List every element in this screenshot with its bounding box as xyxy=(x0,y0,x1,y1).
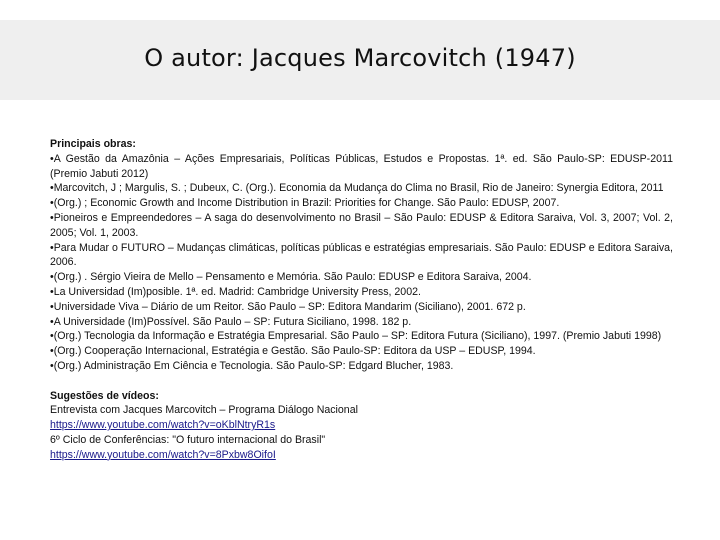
videos-heading: Sugestões de vídeos: xyxy=(50,389,159,402)
slide-body xyxy=(50,137,673,463)
video-link[interactable]: https://www.youtube.com/watch?v=8Pxbw8OifoI xyxy=(50,448,276,461)
work-item: •Pioneiros e Empreendedores – A saga do desenvolvimento no Brasil – São Paulo: EDUSP & Editora Saraiva, Vol. 3, 2007; Vol. 2, 2005; Vol. 1, 2003. xyxy=(50,211,673,239)
work-item: •A Universidade (Im)Possível. São Paulo – SP: Futura Siciliano, 1998. 182 p. xyxy=(50,315,412,328)
work-item: •La Universidad (Im)posible. 1ª. ed. Madrid: Cambridge University Press, 2002. xyxy=(50,285,421,298)
work-item: •A Gestão da Amazônia – Ações Empresariais, Políticas Públicas, Estudos e Propostas. 1ª. ed. São Paulo-SP: EDUSP-2011 (Premio Jabuti 2012) xyxy=(50,152,673,180)
works-heading: Principais obras: xyxy=(50,138,136,150)
work-item: •Para Mudar o FUTURO – Mudanças climáticas, políticas públicas e estratégias empresariais. São Paulo: EDUSP e Editora Saraiva, 2006. xyxy=(50,241,673,269)
video-description: 6º Ciclo de Conferências: "O futuro internacional do Brasil" xyxy=(50,433,326,446)
video-description: Entrevista com Jacques Marcovitch – Programa Diálogo Nacional xyxy=(50,404,358,417)
video-link[interactable]: https://www.youtube.com/watch?v=oKblNtryR1s xyxy=(50,419,276,432)
work-item: •Universidade Viva – Diário de um Reitor. São Paulo – SP: Editora Mandarim (Siciliano), 2001. 672 p. xyxy=(50,300,526,313)
work-item: •(Org.) Tecnologia da Informação e Estratégia Empresarial. São Paulo – SP: Editora Futura (Siciliano), 1997. (Premio Jabuti 1998) xyxy=(50,330,662,343)
work-item: •(Org.) ; Economic Growth and Income Distribution in Brazil: Priorities for Change. São Paulo: EDUSP, 2007. xyxy=(50,197,560,210)
section-spacer xyxy=(50,374,673,389)
work-item: •(Org.) Administração Em Ciência e Tecnologia. São Paulo-SP: Edgard Blucher, 1983. xyxy=(50,359,454,372)
work-item: •(Org.) Cooperação Internacional, Estratégia e Gestão. São Paulo-SP: Editora da USP – EDUSP, 1994. xyxy=(50,345,536,358)
work-item: •(Org.) . Sérgio Vieira de Mello – Pensamento e Memória. São Paulo: EDUSP e Editora Saraiva, 2004. xyxy=(50,271,532,284)
work-item: •Marcovitch, J ; Margulis, S. ; Dubeux, C. (Org.). Economia da Mudança do Clima no Brasil, Rio de Janeiro: Synergia Editora, 2011 xyxy=(50,182,664,195)
slide-title: O autor: Jacques Marcovitch (1947) xyxy=(144,44,576,72)
